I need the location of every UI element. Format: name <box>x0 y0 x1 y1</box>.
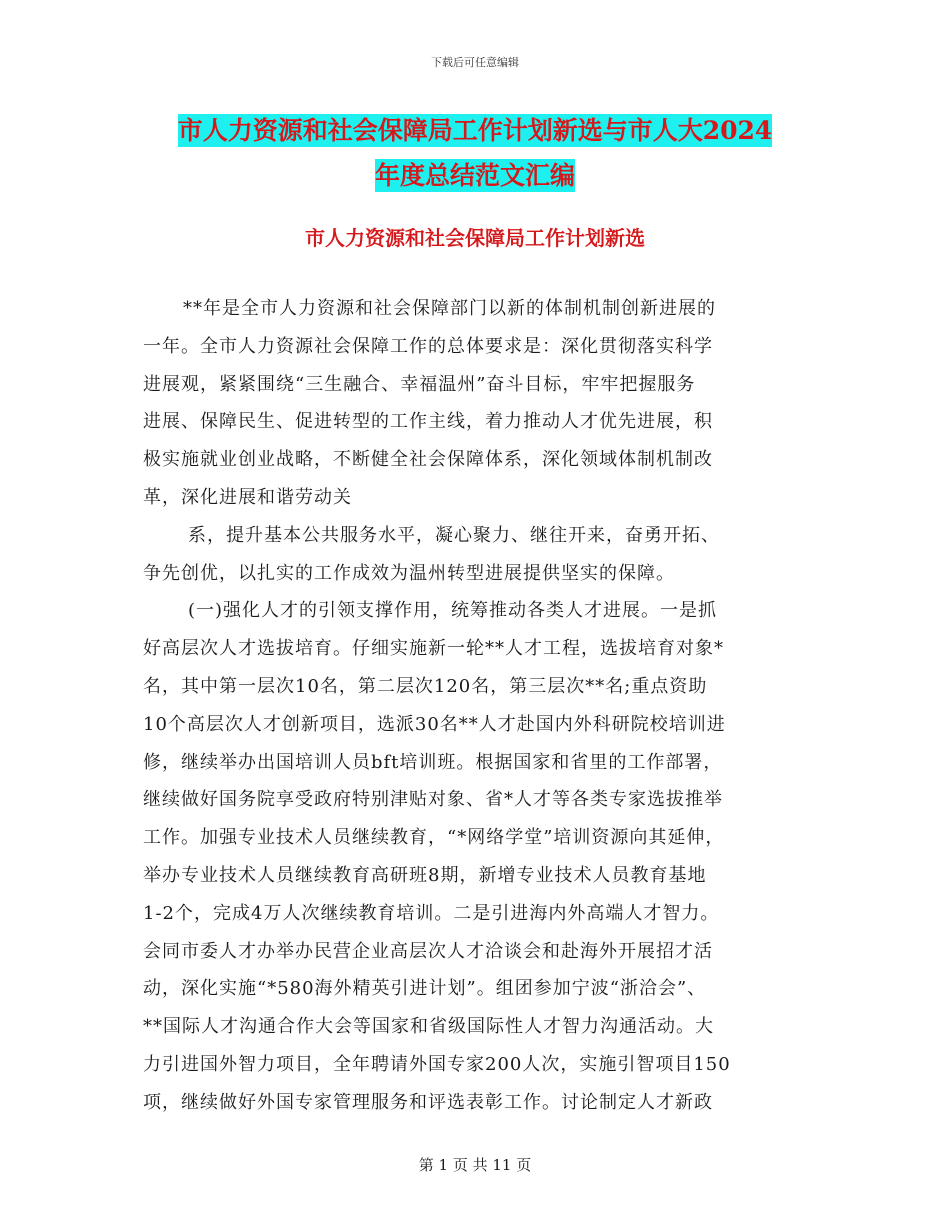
section-title: 市人力资源和社会保障局工作计划新选 <box>305 226 645 250</box>
paragraph-line: **年是全市人力资源和社会保障部门以新的体制机制创新进展的 <box>183 298 716 319</box>
paragraph-line: 进展观，紧紧围绕“三生融合、幸福温州”奋斗目标，牢牢把握服务 <box>143 373 696 395</box>
paragraph-line: 革，深化进展和谐劳动关 <box>143 486 352 508</box>
paragraph-line: 举办专业技术人员继续教育高研班8期，新增专业技术人员教育基地 <box>143 864 707 886</box>
document-title-line-2: 年度总结范文汇编 <box>374 161 575 190</box>
paragraph-line: 力引进国外智力项目，全年聘请外国专家200人次，实施引智项目150 <box>143 1053 731 1075</box>
paragraph-line: 进展、保障民生、促进转型的工作主线，着力推动人才优先进展，积 <box>143 411 713 433</box>
document-title <box>120 108 830 198</box>
paragraph-line: 1-2个，完成4万人次继续教育培训。二是引进海内外高端人才智力。 <box>143 902 720 924</box>
paragraph-line: 极实施就业创业战略，不断健全社会保障体系，深化领域体制机制改 <box>143 449 713 471</box>
paragraph-line: 10个高层次人才创新项目，选派30名**人才赴国内外科研院校培训进 <box>143 713 726 735</box>
paragraph-line: 一年。全市人力资源社会保障工作的总体要求是：深化贯彻落实科学 <box>143 335 713 357</box>
paragraph-line: **国际人才沟通合作大会等国家和省级国际性人才智力沟通活动。大 <box>143 1016 714 1038</box>
paragraph-line: 名，其中第一层次10名，第二层次120名，第三层次**名;重点资助 <box>143 675 708 697</box>
paragraph-line: 会同市委人才办举办民营企业高层次人才洽谈会和赴海外开展招才活 <box>143 940 713 962</box>
document-title-line-1: 市人力资源和社会保障局工作计划新选与市人大2024 <box>177 116 773 145</box>
paragraph-line: 争先创优，以扎实的工作成效为温州转型进展提供坚实的保障。 <box>143 562 675 584</box>
paragraph-line: 项，继续做好外国专家管理服务和评选表彰工作。讨论制定人才新政 <box>143 1091 713 1113</box>
paragraph-line: 动，深化实施“*580海外精英引进计划”。组团参加宁波“浙洽会”、 <box>143 978 707 1000</box>
header-note: 下载后可任意编辑 <box>431 56 519 69</box>
paragraph-line: 继续做好国务院享受政府特别津贴对象、省*人才等各类专家选拔推举 <box>143 789 723 811</box>
paragraph-line: (一)强化人才的引领支撑作用，统筹推动各类人才进展。一是抓 <box>188 600 718 622</box>
body-text <box>143 290 813 1122</box>
paragraph-line: 系，提升基本公共服务水平，凝心聚力、继往开来，奋勇开拓、 <box>188 524 720 546</box>
paragraph-line: 修，继续举办出国培训人员bft培训班。根据国家和省里的工作部署， <box>143 751 723 773</box>
paragraph-line: 工作。加强专业技术人员继续教育，“*网络学堂”培训资源向其延伸， <box>143 827 725 849</box>
paragraph-line: 好高层次人才选拔培育。仔细实施新一轮**人才工程，选拔培育对象* <box>143 638 724 660</box>
page-footer: 第 1 页 共 11 页 <box>418 1156 532 1174</box>
